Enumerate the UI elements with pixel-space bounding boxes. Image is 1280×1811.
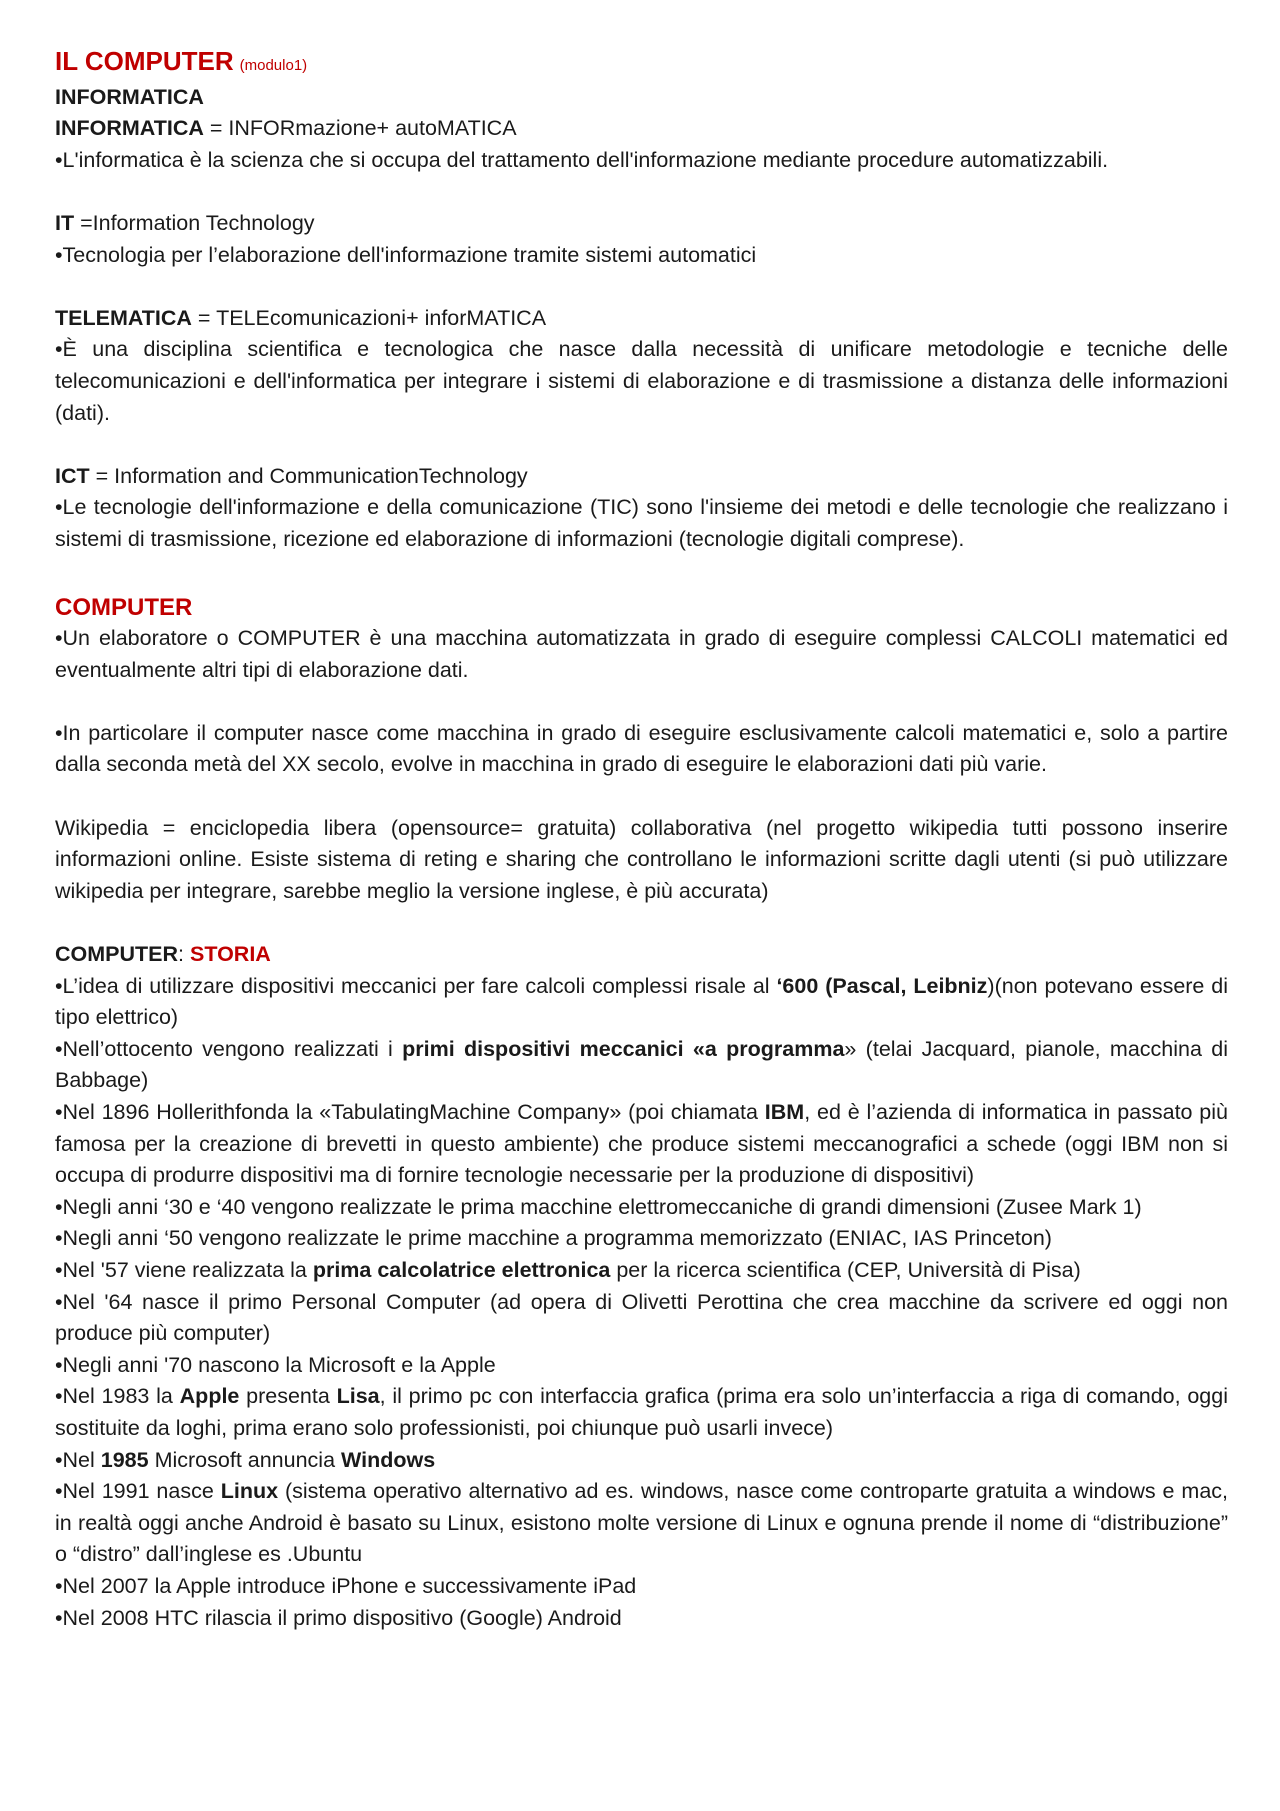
informatica-bullet: •L'informatica è la scienza che si occupa del trattamento dell'informazione mediante procedure automatizzabili. bbox=[55, 147, 1109, 172]
bullet-icon: • bbox=[55, 1036, 63, 1061]
storia-item: •Negli anni ‘50 vengono realizzate le prime macchine a programma memorizzato (ENIAC, IAS Princeton) bbox=[55, 1226, 1052, 1251]
storia-item: •Nel '64 nasce il primo Personal Computer (ad opera di Olivetti Perottina che crea macchine da scrivere ed oggi non produce più computer) bbox=[55, 1289, 1228, 1346]
bullet-icon: • bbox=[55, 1226, 63, 1251]
storia-item: •Nel 1896 Hollerithfonda la «TabulatingMachine Company» (poi chiamata IBM, ed è l’azienda di informatica in passato più famosa per la creazione di brevetti in questo ambiente) che produce sistemi meccanografici a schede (oggi IBM non si occupa di produrre dispositivi ma di fornire tecnologie necessarie per la produzione di dispositivi) bbox=[55, 1100, 1228, 1188]
title-note: (modulo1) bbox=[239, 57, 308, 74]
storia-item-linux: •Nel 1991 nasce Linux (sistema operativo alternativo ad es. windows, nasce come controparte gratuita a windows e mac, in realtà oggi anche Android è basato su Linux, esistono molte versione di Linux e ognuna prende il nome di “distribuzione” o “distro” dall’inglese es .Ubuntu bbox=[55, 1479, 1228, 1567]
bullet-icon: • bbox=[55, 1289, 63, 1314]
bullet-icon: • bbox=[55, 242, 63, 267]
bullet-icon: • bbox=[55, 1352, 63, 1377]
informatica-heading: INFORMATICA bbox=[55, 84, 204, 109]
informatica-definition: INFORMATICA = INFORmazione+ autoMATICA bbox=[55, 116, 517, 141]
ict-definition: ICT = Information and CommunicationTechnology bbox=[55, 463, 528, 488]
computer-bullet-2: •In particolare il computer nasce come macchina in grado di eseguire esclusivamente calcoli matematici e, solo a partire dalla seconda metà del XX secolo, evolve in macchina in grado di eseguire le elaborazioni dati più varie. bbox=[55, 720, 1228, 777]
storia-heading: COMPUTER: STORIA bbox=[55, 942, 271, 967]
bullet-icon: • bbox=[55, 720, 63, 745]
storia-item-windows: •Nel 1985 Microsoft annuncia Windows bbox=[55, 1447, 436, 1472]
bullet-icon: • bbox=[55, 147, 63, 172]
ict-bullet: •Le tecnologie dell'informazione e della comunicazione (TIC) sono l'insieme dei metodi e delle tecnologie che realizzano i sistemi di trasmissione, ricezione ed elaborazione di informazioni (tecnologie digitali comprese). bbox=[55, 495, 1228, 551]
it-definition: IT =Information Technology bbox=[55, 210, 315, 235]
storia-item-lisa: •Nel 1983 la Apple presenta Lisa, il primo pc con interfaccia grafica (prima era solo un’interfaccia a riga di comando, oggi sostituite da loghi, prima erano solo professionisti, poi chiunque può usarli invece) bbox=[55, 1384, 1228, 1440]
bullet-icon: • bbox=[55, 1605, 63, 1630]
bullet-icon: • bbox=[55, 337, 63, 362]
bullet-icon: • bbox=[55, 1257, 63, 1282]
storia-item: •Nel '57 viene realizzata la prima calcolatrice elettronica per la ricerca scientifica (CEP, Università di Pisa) bbox=[55, 1257, 1081, 1282]
storia-item-android: •Nel 2008 HTC rilascia il primo dispositivo (Google) Android bbox=[55, 1605, 622, 1630]
bullet-icon: • bbox=[55, 1573, 63, 1598]
bullet-icon: • bbox=[55, 495, 63, 520]
bullet-icon: • bbox=[55, 1100, 63, 1124]
storia-item-iphone: •Nel 2007 la Apple introduce iPhone e successivamente iPad bbox=[55, 1573, 637, 1598]
bullet-icon: • bbox=[55, 1384, 63, 1409]
wikipedia-paragraph: Wikipedia = enciclopedia libera (opensource= gratuita) collaborativa (nel progetto wikipedia tutti possono inserire informazioni online. Esiste sistema di reting e sharing che controllano le informazioni scritte dagli utenti (si può utilizzare wikipedia per integrare, sarebbe meglio la versione inglese, è più accurata) bbox=[55, 815, 1228, 903]
computer-heading: COMPUTER bbox=[55, 593, 193, 621]
it-bullet: •Tecnologia per l’elaborazione dell'informazione tramite sistemi automatici bbox=[55, 242, 757, 267]
bullet-icon: • bbox=[55, 973, 63, 998]
title-text: IL COMPUTER bbox=[55, 46, 234, 76]
telematica-definition: TELEMATICA = TELEcomunicazioni+ inforMATICA bbox=[55, 305, 547, 330]
storia-item: •L’idea di utilizzare dispositivi meccanici per fare calcoli complessi risale al ‘600 (Pascal, Leibniz)(non potevano essere di tipo elettrico) bbox=[55, 973, 1229, 1030]
document-title bbox=[55, 46, 1228, 82]
bullet-icon: • bbox=[55, 626, 63, 651]
bullet-icon: • bbox=[55, 1447, 63, 1472]
storia-item: •Nell’ottocento vengono realizzati i primi dispositivi meccanici «a programma» (telai Jacquard, pianole, macchina di Babbage) bbox=[55, 1036, 1228, 1093]
storia-item: •Negli anni ‘30 e ‘40 vengono realizzate le prima macchine elettromeccaniche di grandi dimensioni (Zusee Mark 1) bbox=[55, 1194, 1142, 1219]
telematica-bullet: •È una disciplina scientifica e tecnologica che nasce dalla necessità di unificare metodologie e tecniche delle telecomunicazioni e dell'informatica per integrare i sistemi di elaborazione e di trasmissione a distanza delle informazioni (dati). bbox=[55, 337, 1228, 425]
bullet-icon: • bbox=[55, 1194, 63, 1219]
computer-bullet-1: •Un elaboratore o COMPUTER è una macchina automatizzata in grado di eseguire complessi CALCOLI matematici ed eventualmente altri tipi di elaborazione dati. bbox=[55, 626, 1228, 682]
document-page bbox=[55, 46, 1228, 1634]
bullet-icon: • bbox=[55, 1479, 63, 1504]
storia-item: •Negli anni '70 nascono la Microsoft e la Apple bbox=[55, 1352, 496, 1377]
